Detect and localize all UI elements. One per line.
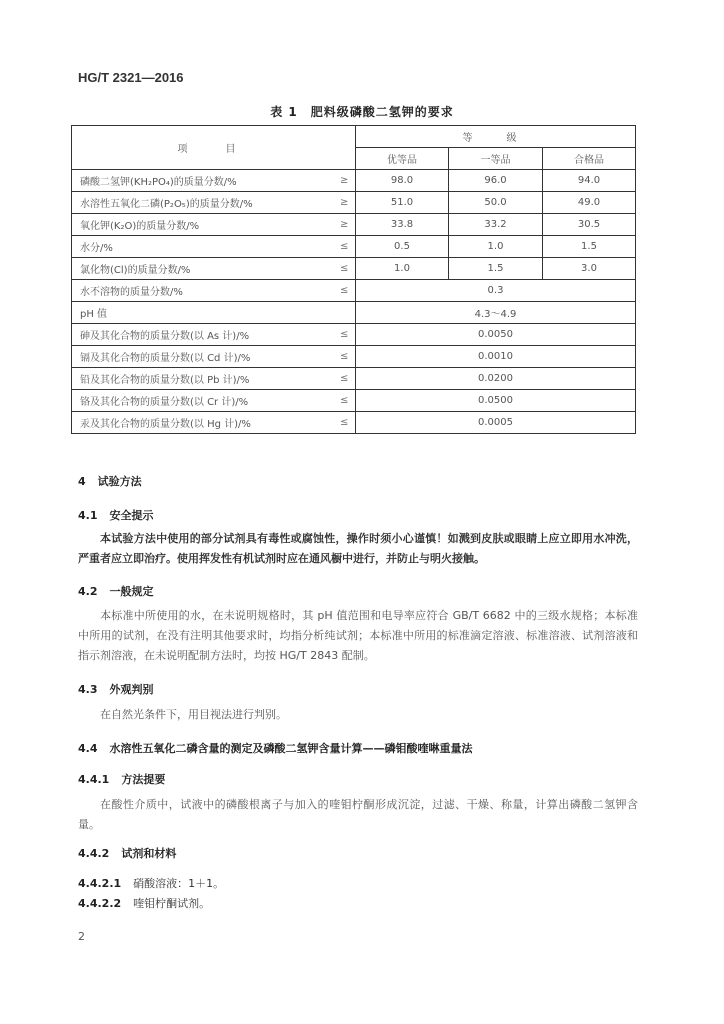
row-relation-symbol: ≤ xyxy=(334,280,356,302)
row-value-premium: 98.0 xyxy=(356,170,449,192)
row-relation-symbol: ≥ xyxy=(334,214,356,236)
table-row xyxy=(72,214,636,236)
table-title: 表 1 肥料级磷酸二氢钾的要求 xyxy=(270,105,454,119)
general-rules-paragraph: 本标准中所使用的水，在未说明规格时，其 pH 值范围和电导率应符合 GB/T 6682 中的三级水规格；本标准中所用的试剂，在没有注明其他要求时，均指分析纯试剂；本标准中所用的标准滴定溶液、标准溶液、试剂溶液和指示剂溶液，在未说明配制方法时，均按 HG/T 2843 配制。 xyxy=(78,609,638,662)
row-item-label: 铬及其化合物的质量分数(以 Cr 计)/% xyxy=(72,390,334,412)
row-value-first: 96.0 xyxy=(449,170,543,192)
appearance-paragraph: 在自然光条件下，用目视法进行判别。 xyxy=(100,708,287,721)
row-value-qualified: 30.5 xyxy=(543,214,636,236)
row-value-premium: 0.5 xyxy=(356,236,449,258)
row-item-label: 镉及其化合物的质量分数(以 Cd 计)/% xyxy=(72,346,334,368)
requirements-table xyxy=(71,125,636,434)
row-value-first: 33.2 xyxy=(449,214,543,236)
table-row xyxy=(72,346,636,368)
grade-header-first: 一等品 xyxy=(449,148,543,170)
row-item-label: 铅及其化合物的质量分数(以 Pb 计)/% xyxy=(72,368,334,390)
table-row xyxy=(72,324,636,346)
row-relation-symbol: ≤ xyxy=(334,390,356,412)
row-value-first: 1.5 xyxy=(449,258,543,280)
row-item-label: 氯化物(Cl)的质量分数/% xyxy=(72,258,334,280)
column-header-item: 项 目 xyxy=(72,126,356,170)
row-value-all-grades: 0.3 xyxy=(356,280,636,302)
row-value-all-grades: 0.0005 xyxy=(356,412,636,434)
grade-header-qualified: 合格品 xyxy=(543,148,636,170)
row-value-all-grades: 0.0050 xyxy=(356,324,636,346)
row-value-all-grades: 0.0200 xyxy=(356,368,636,390)
row-value-qualified: 94.0 xyxy=(543,170,636,192)
table-row xyxy=(72,170,636,192)
row-value-all-grades: 0.0500 xyxy=(356,390,636,412)
row-relation-symbol: ≤ xyxy=(334,236,356,258)
row-relation-symbol: ≤ xyxy=(334,324,356,346)
row-value-all-grades: 0.0010 xyxy=(356,346,636,368)
section-4-4-2-heading: 4.4.2 试剂和材料 xyxy=(78,847,177,860)
row-value-qualified: 49.0 xyxy=(543,192,636,214)
table-row xyxy=(72,192,636,214)
row-relation-symbol xyxy=(334,302,356,324)
row-value-first: 1.0 xyxy=(449,236,543,258)
section-4-1-heading: 4.1 安全提示 xyxy=(78,509,154,522)
grade-header-premium: 优等品 xyxy=(356,148,449,170)
row-item-label: 水溶性五氧化二磷(P₂O₅)的质量分数/% xyxy=(72,192,334,214)
section-4-2-heading: 4.2 一般规定 xyxy=(78,585,154,598)
section-4-4-2-1-item: 4.4.2.1 硝酸溶液：1＋1。 xyxy=(78,877,225,890)
row-item-label: 砷及其化合物的质量分数(以 As 计)/% xyxy=(72,324,334,346)
row-item-label: 氧化钾(K₂O)的质量分数/% xyxy=(72,214,334,236)
table-row xyxy=(72,258,636,280)
row-value-qualified: 1.5 xyxy=(543,236,636,258)
row-relation-symbol: ≥ xyxy=(334,170,356,192)
table-row xyxy=(72,280,636,302)
row-value-all-grades: 4.3～4.9 xyxy=(356,302,636,324)
principle-paragraph: 在酸性介质中，试液中的磷酸根离子与加入的喹钼柠酮形成沉淀，过滤、干燥、称量，计算出磷酸二氢钾含量。 xyxy=(78,798,638,831)
table-row xyxy=(72,302,636,324)
table-row xyxy=(72,390,636,412)
row-value-premium: 1.0 xyxy=(356,258,449,280)
page-number: 2 xyxy=(78,930,85,943)
document-id-header: HG/T 2321—2016 xyxy=(78,70,184,85)
row-value-qualified: 3.0 xyxy=(543,258,636,280)
table-row xyxy=(72,368,636,390)
row-relation-symbol: ≥ xyxy=(334,192,356,214)
section-4-4-heading: 4.4 水溶性五氧化二磷含量的测定及磷酸二氢钾含量计算——磷钼酸喹啉重量法 xyxy=(78,742,473,755)
row-relation-symbol: ≤ xyxy=(334,258,356,280)
row-relation-symbol: ≤ xyxy=(334,368,356,390)
row-value-premium: 33.8 xyxy=(356,214,449,236)
section-4-4-1-heading: 4.4.1 方法提要 xyxy=(78,773,166,786)
section-4-heading: 4 试验方法 xyxy=(78,475,142,488)
row-value-first: 50.0 xyxy=(449,192,543,214)
section-4-4-2-2-item: 4.4.2.2 喹钼柠酮试剂。 xyxy=(78,897,211,910)
row-item-label: 磷酸二氢钾(KH₂PO₄)的质量分数/% xyxy=(72,170,334,192)
row-relation-symbol: ≤ xyxy=(334,412,356,434)
row-item-label: 水不溶物的质量分数/% xyxy=(72,280,334,302)
table-row xyxy=(72,236,636,258)
column-header-grade: 等 级 xyxy=(356,126,636,148)
row-relation-symbol: ≤ xyxy=(334,346,356,368)
table-header-row xyxy=(72,126,636,148)
table-row xyxy=(72,412,636,434)
row-item-label: 汞及其化合物的质量分数(以 Hg 计)/% xyxy=(72,412,334,434)
safety-paragraph: 本试验方法中使用的部分试剂具有毒性或腐蚀性，操作时须小心谨慎！如溅到皮肤或眼睛上应立即用水冲洗，严重者应立即治疗。使用挥发性有机试剂时应在通风橱中进行，并防止与明火接触。 xyxy=(78,532,638,565)
row-item-label: pH 值 xyxy=(72,302,334,324)
section-4-3-heading: 4.3 外观判别 xyxy=(78,683,154,696)
row-value-premium: 51.0 xyxy=(356,192,449,214)
row-item-label: 水分/% xyxy=(72,236,334,258)
